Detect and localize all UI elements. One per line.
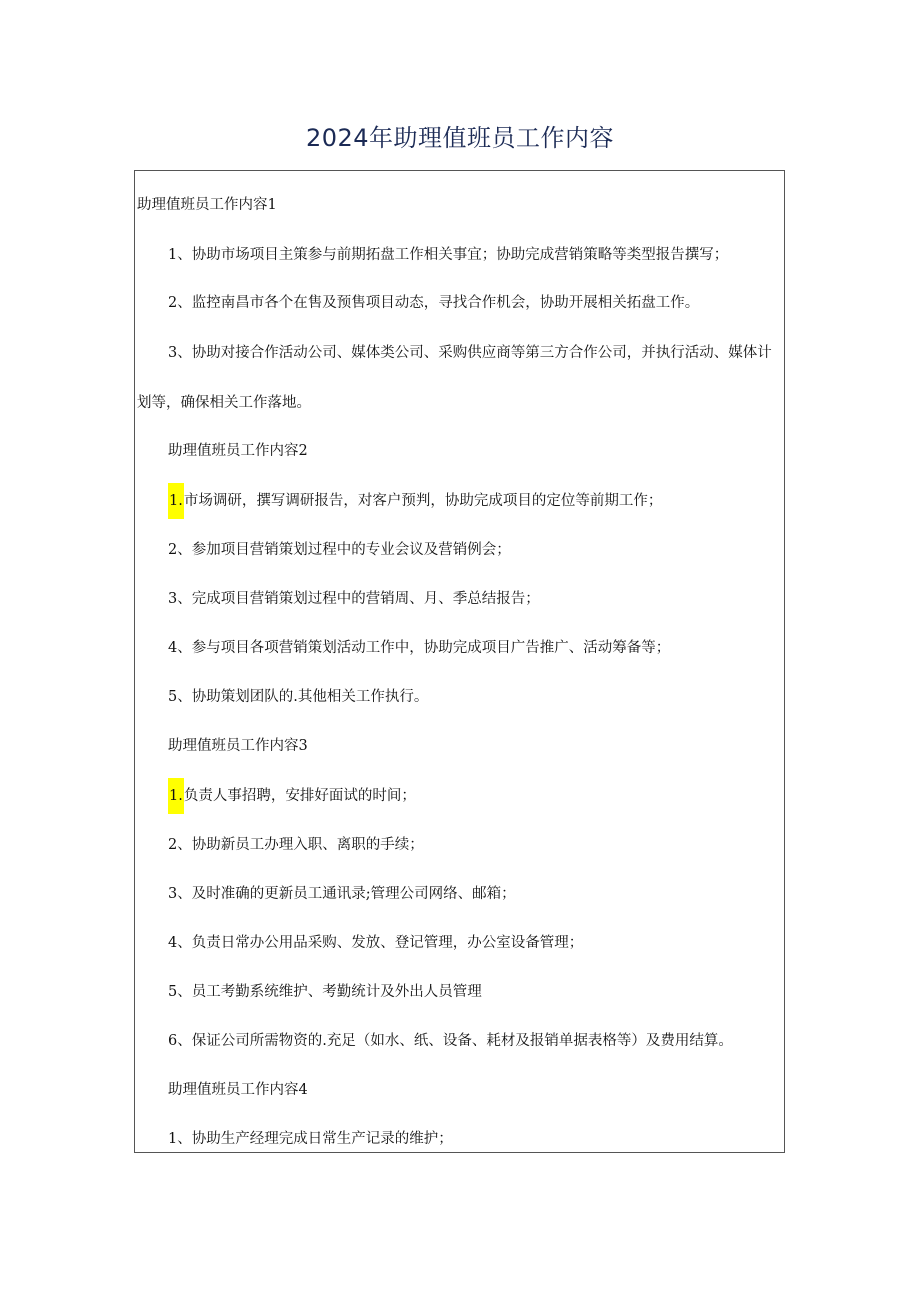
list-item: 5、协助策划团队的.其他相关工作执行。 (168, 689, 429, 705)
list-item: 6、保证公司所需物资的.充足（如水、纸、设备、耗材及报销单据表格等）及费用结算。 (168, 1033, 733, 1049)
list-item-continuation: 划等，确保相关工作落地。 (137, 395, 311, 411)
list-item: 3、及时准确的更新员工通讯录;管理公司网络、邮箱； (168, 886, 516, 902)
list-item: 2、参加项目营销策划过程中的专业会议及营销例会； (168, 542, 511, 558)
list-item (168, 491, 662, 511)
section-heading: 助理值班员工作内容1 (137, 197, 277, 213)
list-item: 4、负责日常办公用品采购、发放、登记管理，办公室设备管理； (168, 935, 584, 951)
list-item: 1、协助市场项目主策参与前期拓盘工作相关事宜；协助完成营销策略等类型报告撰写； (168, 247, 729, 263)
list-item: 2、监控南昌市各个在售及预售项目动态，寻找合作机会，协助开展相关拓盘工作。 (168, 295, 700, 311)
list-item: 3、完成项目营销策划过程中的营销周、月、季总结报告； (168, 591, 540, 607)
list-item: 5、员工考勤系统维护、考勤统计及外出人员管理 (168, 984, 482, 1000)
document-title: 2024年助理值班员工作内容 (305, 124, 615, 152)
section-heading: 助理值班员工作内容3 (168, 738, 308, 754)
list-item: 2、协助新员工办理入职、离职的手续； (168, 837, 424, 853)
list-item (168, 786, 416, 806)
list-item: 1、协助生产经理完成日常生产记录的维护； (168, 1131, 453, 1147)
highlighted-marker: 1. (168, 778, 184, 814)
list-item: 4、参与项目各项营销策划活动工作中，协助完成项目广告推广、活动筹备等； (168, 640, 671, 656)
list-item-text: 负责人事招聘，安排好面试的时间； (183, 788, 416, 804)
content-frame (134, 170, 785, 1153)
list-item: 3、协助对接合作活动公司、媒体类公司、采购供应商等第三方合作公司，并执行活动、媒体计 (168, 345, 772, 361)
section-heading: 助理值班员工作内容4 (168, 1082, 308, 1098)
section-heading: 助理值班员工作内容2 (168, 443, 308, 459)
highlighted-marker: 1. (168, 483, 184, 519)
list-item-text: 市场调研，撰写调研报告，对客户预判，协助完成项目的定位等前期工作； (183, 493, 663, 509)
